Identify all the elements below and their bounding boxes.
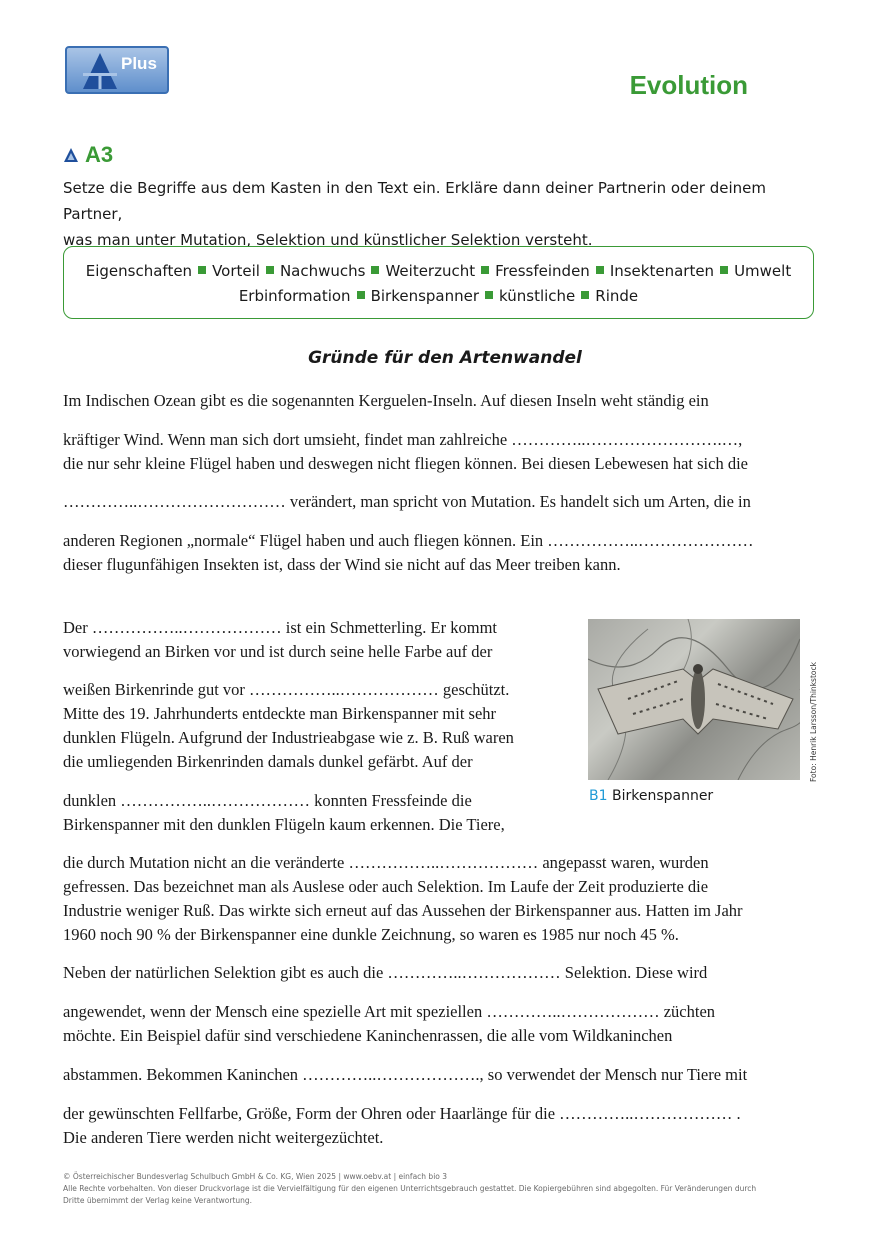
footer-disclaimer: Dritte übernimmt der Verlag keine Verantwortung.: [63, 1196, 253, 1205]
term: Birkenspanner: [370, 287, 480, 305]
task-instruction: Setze die Begriffe aus dem Kasten in den Text ein. Erkläre dann deiner Partnerin oder deinem Partner, was man unter Mutation, Selektion und künstlicher Selektion versteht.: [63, 179, 766, 249]
task-id: A3: [85, 142, 114, 167]
text-line: Der ……………..……………… ist ein Schmetterling. Er kommt: [63, 618, 497, 637]
green-square-icon: [266, 266, 274, 274]
text-line: dunklen ……………..……………… konnten Fressfeinde die: [63, 791, 472, 810]
publisher-logo: [65, 46, 169, 94]
term: Weiterzucht: [385, 262, 476, 280]
figure-label: B1: [589, 788, 608, 804]
figure-caption-text: Birkenspanner: [611, 788, 714, 804]
text-line: gefressen. Das bezeichnet man als Auslese oder auch Selektion. Im Laufe der Zeit produzierte die: [63, 877, 709, 896]
text-line: möchte. Ein Beispiel dafür sind verschiedene Kaninchenrassen, die alle vom Wildkaninchen: [63, 1026, 673, 1045]
green-square-icon: [581, 291, 589, 299]
text-line: Industrie weniger Ruß. Das wirkte sich erneut auf das Aussehen der Birkenspanner aus. Hatten im Jahr: [63, 901, 743, 920]
text-line: 1960 noch 90 % der Birkenspanner eine dunkle Zeichnung, so waren es 1985 nur noch 45 %.: [63, 925, 679, 944]
text-line: Die anderen Tiere werden nicht weitergezüchtet.: [63, 1128, 384, 1147]
term: Rinde: [595, 287, 639, 305]
moth-illustration: [588, 619, 800, 780]
term: Insektenarten: [609, 262, 715, 280]
text-line: die nur sehr kleine Flügel haben und deswegen nicht fliegen können. Bei diesen Lebewesen hat sich die: [63, 454, 748, 473]
text-heading: Gründe für den Artenwandel: [308, 348, 582, 368]
task-heading: [63, 142, 113, 168]
green-square-icon: [596, 266, 604, 274]
footer: [63, 1171, 833, 1207]
text-line: die umliegenden Birkenrinden damals dunkel gefärbt. Auf der: [63, 752, 473, 771]
level-triangle-icon: [63, 147, 79, 163]
text-line: dunklen Flügeln. Aufgrund der Industrieabgase wie z. B. Ruß waren: [63, 728, 514, 747]
green-square-icon: [481, 266, 489, 274]
text-line: Birkenspanner mit den dunklen Flügeln kaum erkennen. Die Tiere,: [63, 815, 505, 834]
text-line: abstammen. Bekommen Kaninchen …………..………………., so verwendet der Mensch nur Tiere mit: [63, 1065, 748, 1084]
text-line: Im Indischen Ozean gibt es die sogenannten Kerguelen-Inseln. Auf diesen Inseln weht ständig ein: [63, 391, 709, 410]
term: Nachwuchs: [279, 262, 366, 280]
triangle-logo-icon: [81, 51, 119, 91]
term: künstliche: [499, 287, 576, 305]
text-line: Neben der natürlichen Selektion gibt es auch die …………..……………… Selektion. Diese wird: [63, 963, 708, 982]
page-title: Evolution: [629, 70, 748, 100]
term: Vorteil: [212, 262, 260, 280]
text-line: …………..……………………… verändert, man spricht von Mutation. Es handelt sich um Arten, die in: [63, 492, 751, 511]
photo-credit: Foto: Henrik Larsson/Thinkstock: [809, 662, 818, 782]
term: Erbinformation: [238, 287, 351, 305]
text-line: vorwiegend an Birken vor und ist durch seine helle Farbe auf der: [63, 642, 493, 661]
word-box-row-2: [64, 284, 813, 309]
logo-plus-text: Plus: [121, 54, 157, 73]
term: Umwelt: [734, 262, 792, 280]
text-line: weißen Birkenrinde gut vor ……………..……………… geschützt.: [63, 680, 510, 699]
text-line: die durch Mutation nicht an die veränderte ……………..……………… angepasst waren, wurden: [63, 853, 709, 872]
footer-copyright: © Österreichischer Bundesverlag Schulbuch GmbH & Co. KG, Wien 2025 | www.oebv.at | einfach bio 3: [63, 1172, 448, 1181]
green-square-icon: [720, 266, 728, 274]
text-line: Mitte des 19. Jahrhunderts entdeckte man Birkenspanner mit sehr: [63, 704, 497, 723]
text-line: dieser flugunfähigen Insekten ist, dass der Wind sie nicht auf das Meer treiben kann.: [63, 555, 621, 574]
green-square-icon: [485, 291, 493, 299]
term: Fressfeinden: [495, 262, 590, 280]
text-line: der gewünschten Fellfarbe, Größe, Form der Ohren oder Haarlänge für die …………..……………… .: [63, 1104, 741, 1123]
word-box-row-1: [64, 259, 813, 284]
term: Eigenschaften: [85, 262, 193, 280]
moth-photo: [588, 619, 800, 780]
green-square-icon: [198, 266, 206, 274]
text-line: anderen Regionen „normale“ Flügel haben und auch fliegen können. Ein ……………..…………………: [63, 531, 754, 550]
text-line: angewendet, wenn der Mensch eine spezielle Art mit speziellen …………..……………… züchten: [63, 1002, 716, 1021]
green-square-icon: [371, 266, 379, 274]
word-box: [63, 246, 814, 319]
green-square-icon: [357, 291, 365, 299]
footer-rights: Alle Rechte vorbehalten. Von dieser Druckvorlage ist die Vervielfältigung für den eigenen Unterrichtsgebrauch gestattet. Die Kopiergebühren sind abgegolten. Für Veränderungen durch: [63, 1184, 757, 1193]
figure-caption: [589, 788, 713, 804]
text-line: kräftiger Wind. Wenn man sich dort umsieht, findet man zahlreiche …………..…………………….…,: [63, 430, 743, 449]
